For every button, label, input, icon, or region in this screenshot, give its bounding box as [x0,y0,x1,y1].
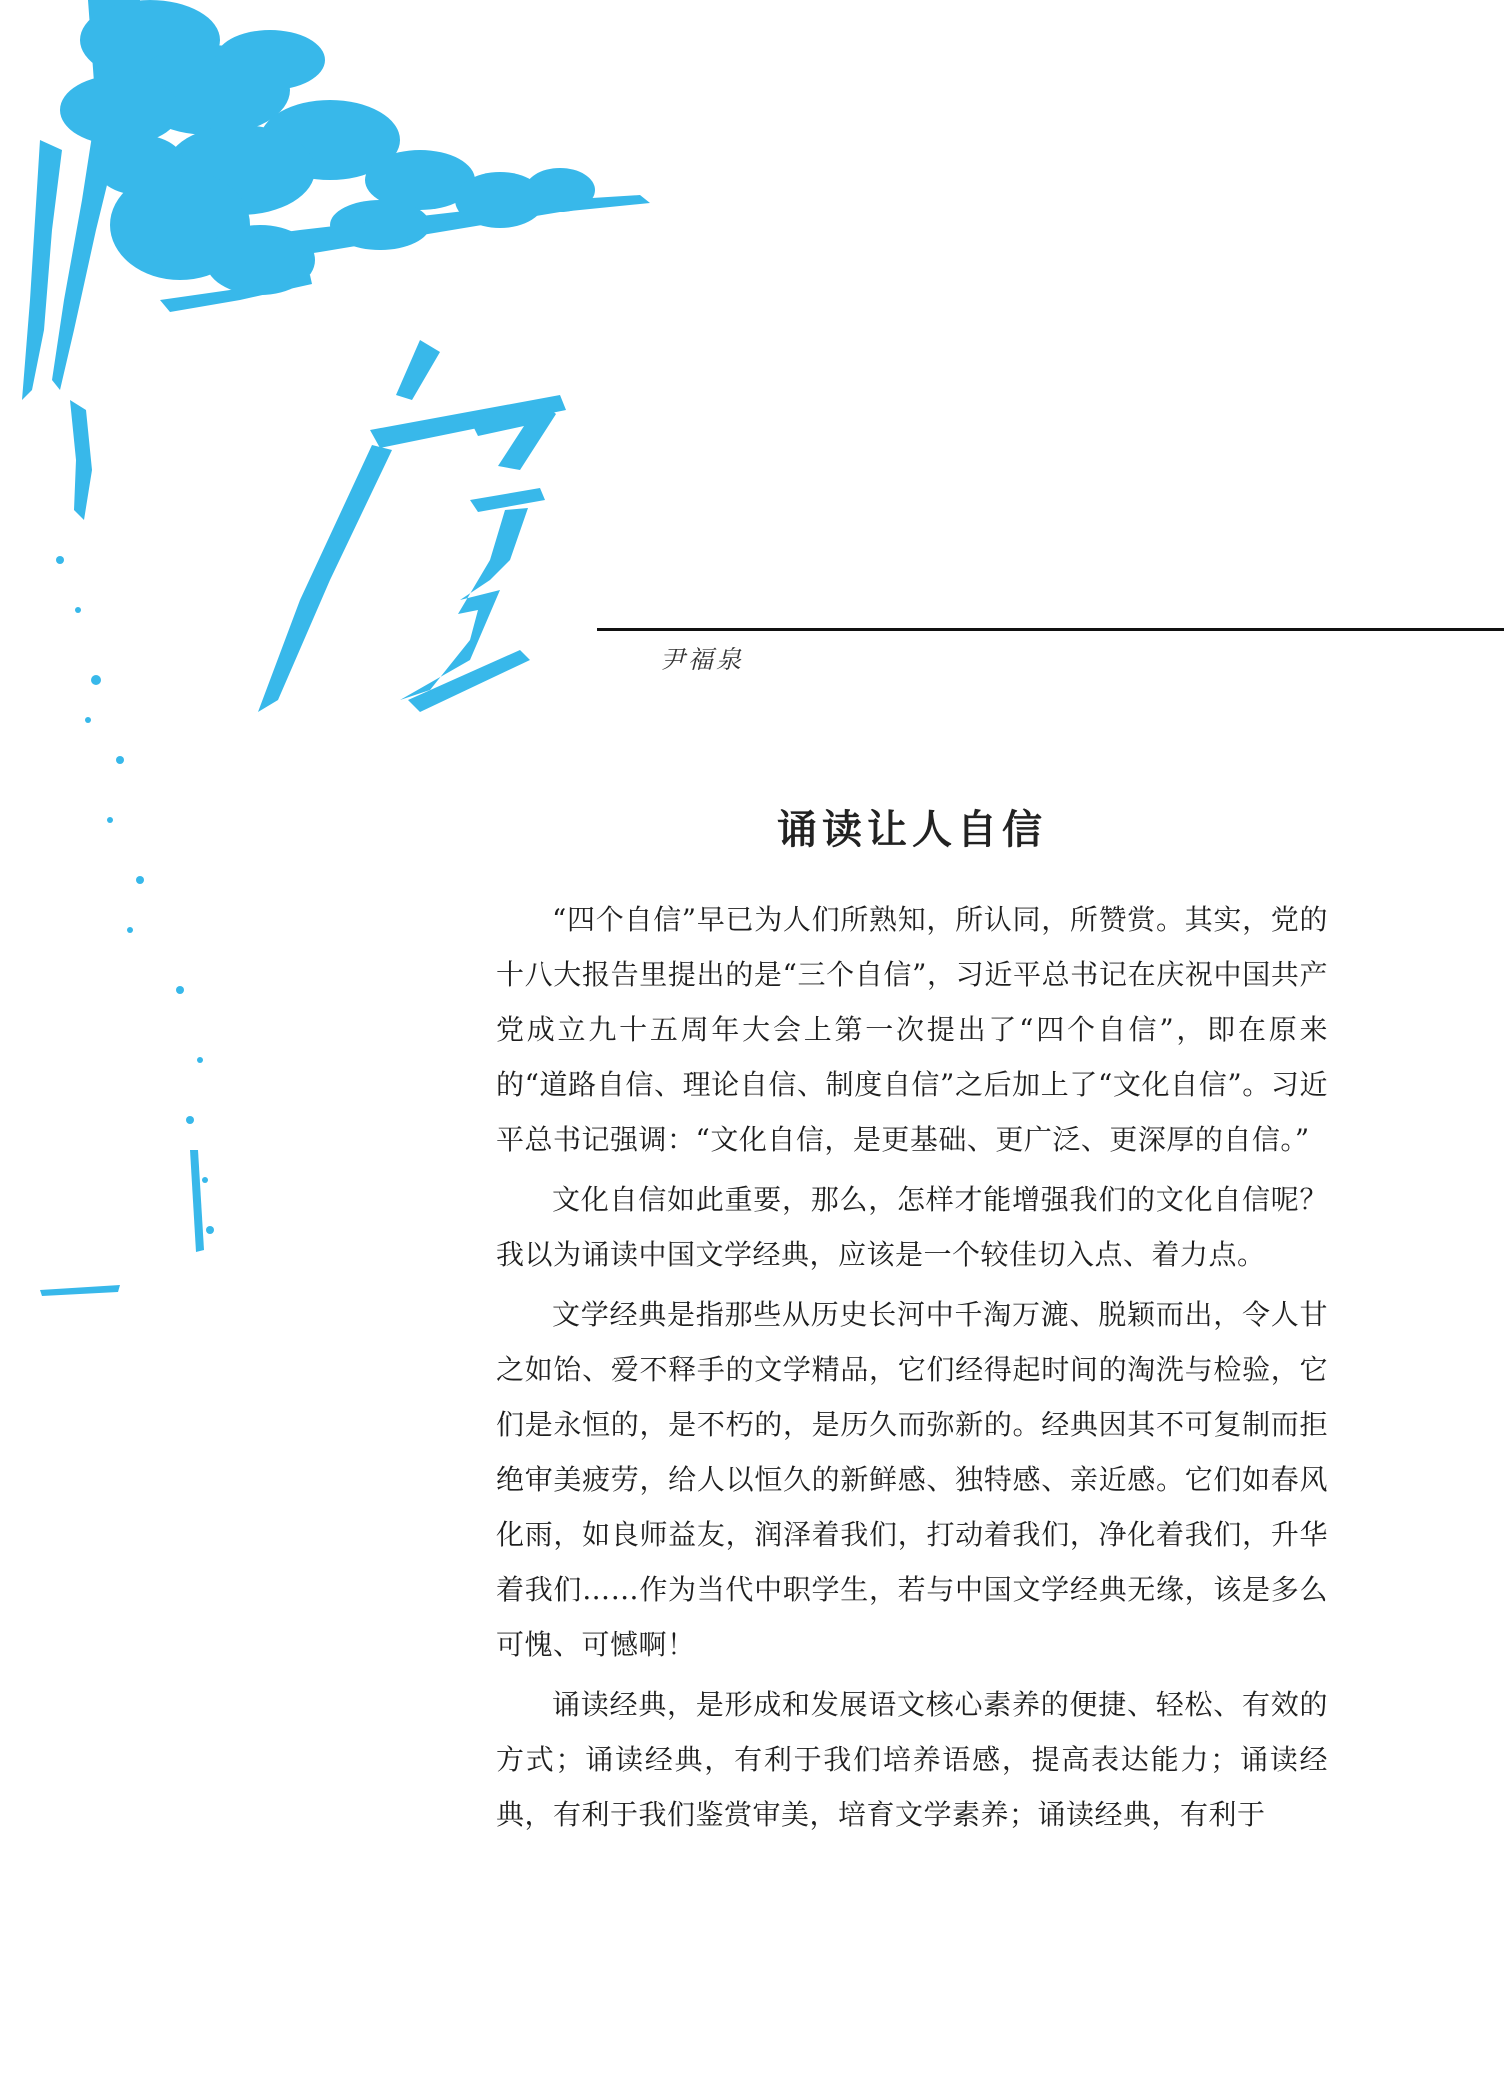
paragraph-3: 文学经典是指那些从历史长河中千淘万漉、脱颖而出，令人甘之如饴、爱不释手的文学精品，它们经得起时间的淘洗与检验，它们是永恒的，是不朽的，是历久而弥新的。经典因其不可复制而拒绝审美疲劳，给人以恒久的新鲜感、独特感、亲近感。它们如春风化雨，如良师益友，润泽着我们，打动着我们，净化着我们，升华着我们……作为当代中职学生，若与中国文学经典无缘，该是多么可愧、可憾啊！ [496,1298,1328,1661]
xu-calligraphy-glyph [258,340,566,712]
author-name: 尹福泉 [660,645,745,674]
header-rule [597,628,1504,631]
article-title: 诵读让人自信 [777,807,1047,853]
paragraph-4: 诵读经典，是形成和发展语文核心素养的便捷、轻松、有效的方式；诵读经典，有利于我们培养语感，提高表达能力；诵读经典，有利于我们鉴赏审美，培育文学素养；诵读经典，有利于 [496,1688,1328,1831]
paragraph-2: 文化自信如此重要，那么，怎样才能增强我们的文化自信呢？我以为诵读中国文学经典，应该是一个较佳切入点、着力点。 [496,1183,1328,1271]
paragraph-1: “四个自信”早已为人们所熟知，所认同，所赞赏。其实，党的十八大报告里提出的是“三个自信”，习近平总书记在庆祝中国共产党成立九十五周年大会上第一次提出了“四个自信”，即在原来的“道路自信、理论自信、制度自信”之后加上了“文化自信”。习近平总书记强调：“文化自信，是更基础、更广泛、更深厚的自信。” [496,903,1328,1156]
article-body [496,790,1328,1847]
